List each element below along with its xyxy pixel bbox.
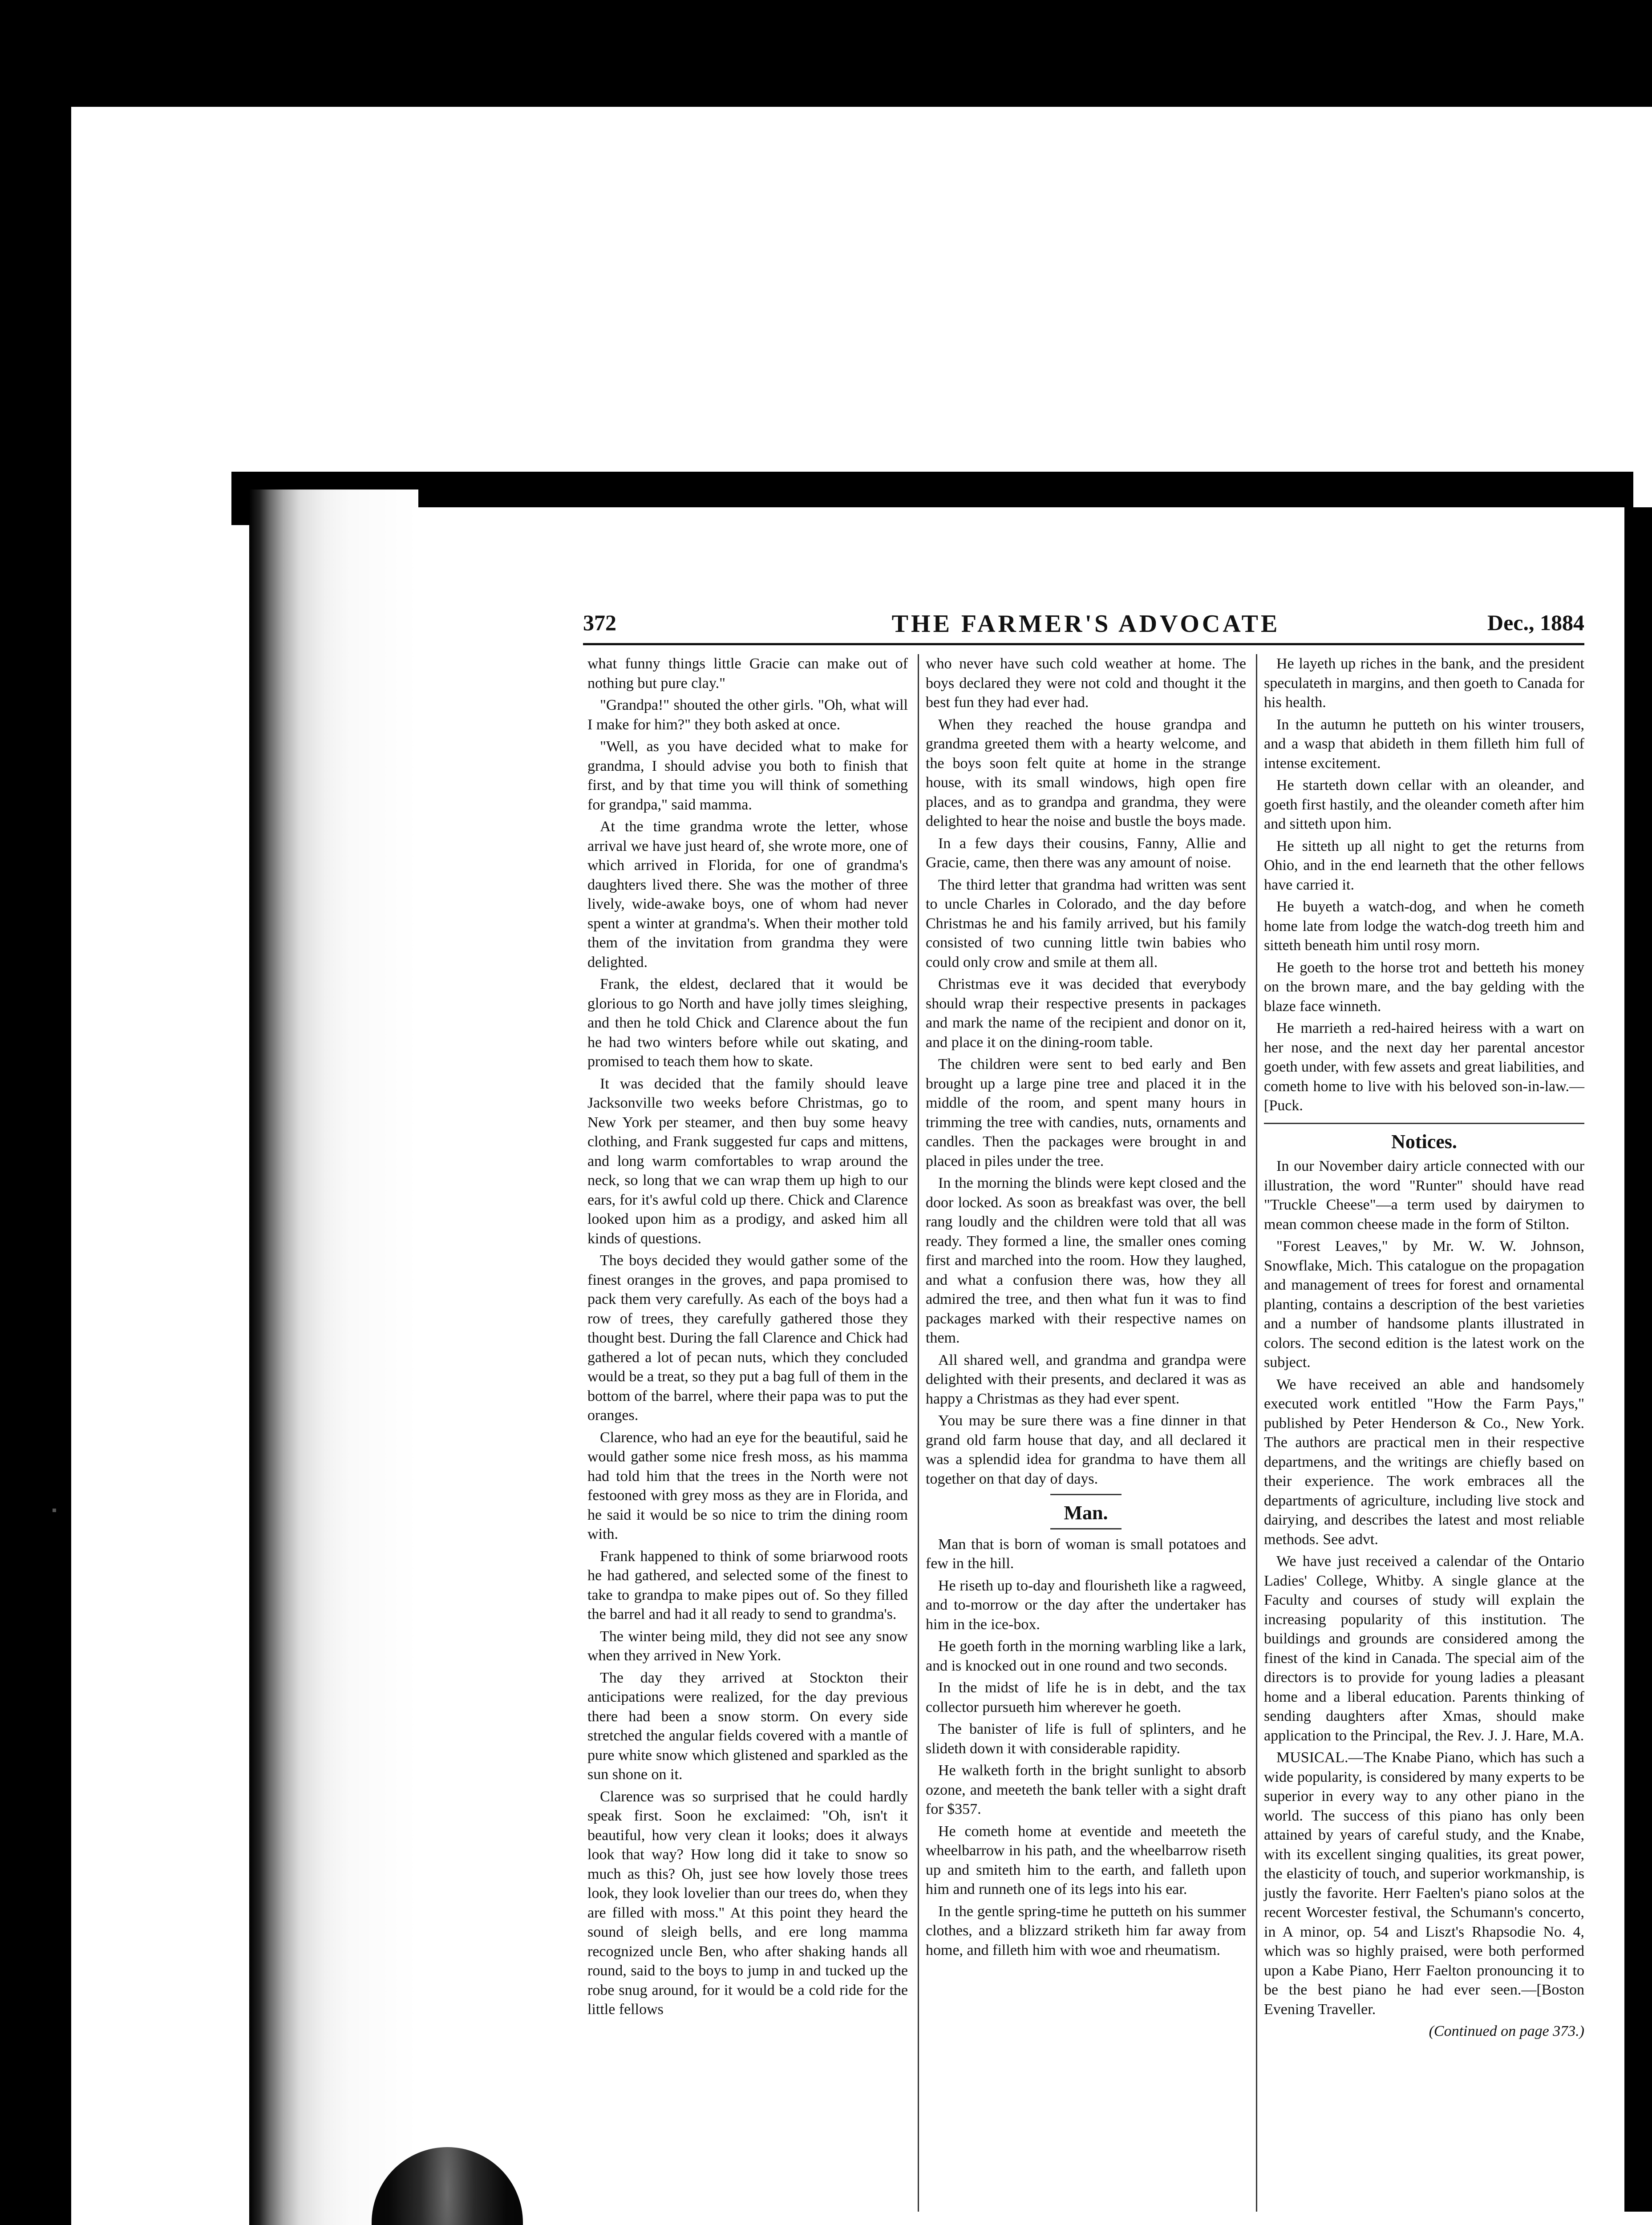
book-right-edge [1624,507,1652,2212]
column-2 [926,654,1246,1962]
paragraph: MUSICAL.—The Knabe Piano, which has such a wide popularity, is considered by many experts to be superior in every way to any other piano in the world. The success of this piano has only been attained by years of careful study, and the Knabe, with its excellent singing qualities, its great power, the elasticity of touch, and superior workmanship, is justly the favorite. Herr Faelten's piano solos at the recent Worcester festival, the Schumann's concerto, in A minor, op. 54 and Liszt's Rhapsodie No. 4, which was so highly praised, were both performed upon a Kabe Piano, Herr Faelton pronouncing it to be the best piano he had ever seen.—[Boston Evening Traveller. [1264,1749,1584,2018]
paragraph: We have just received a calendar of the Ontario Ladies' College, Whitby. A single glance at the Faculty and courses of study will explain the increasing popularity of this institution. The buildings and grounds are considered among the finest of the kind in Canada. The special aim of the directors is to provide for young ladies a pleasant home and a liberal education. Parents thinking of sending daughters after Xmas, should make application to the Principal, the Rev. J. J. Hare, M.A. [1264,1553,1584,1744]
paragraph: In a few days their cousins, Fanny, Allie and Gracie, came, then there was any amount of noise. [926,835,1246,871]
paragraph: Man that is born of woman is small potatoes and few in the hill. [926,1536,1246,1572]
man-heading: Man. [1064,1502,1108,1524]
paragraph: It was decided that the family should leave Jacksonville two weeks before Christmas, go to New York per steamer, and then buy some heavy clothing, and Frank suggested fur caps and mittens, and long warm comfortables to wrap around the neck, so long that we can wrap them up high to our ears, for it's awful cold up there. Chick and Clarence looked upon him as a prodigy, and asked him all kinds of questions. [587,1075,908,1247]
column-divider [1256,654,1257,2212]
newspaper-page [418,507,1624,2225]
masthead: THE FARMER'S ADVOCATE [891,610,1280,638]
paragraph: At the time grandma wrote the letter, whose arrival we have just heard of, she wrote more, one of which arrived in Florida, for one of grandma's daughters lived there. She was the mother of three lively, wide-awake boys, one of whom had never spent a winter at grandma's. When their mother told them of the invitation from grandma they were delighted. [587,818,908,971]
notices-heading: Notices. [1391,1130,1457,1153]
paragraph: In the morning the blinds were kept closed and the door locked. As soon as breakfast was over, the bell rang loudly and the children were told that all was ready. They formed a line, the smaller ones coming first and marched into the room. How they laughed, and what a confusion there was, how they all admired the tree, and then what fun it was to find packages marked with their respective names on them. [926,1175,1246,1346]
section-rule [1264,1123,1584,1124]
paragraph: He cometh home at eventide and meeteth the wheelbarrow in his path, and the wheelbarrow riseth up and smiteth him to the earth, and falleth upon him and runneth one of its legs into his ear. [926,1823,1246,1897]
header-rule [583,643,1584,645]
paragraph: In the gentle spring-time he putteth on his summer clothes, and a blizzard striketh him far away from home, and filleth him with woe and rheumatism. [926,1903,1246,1958]
paragraph: He walketh forth in the bright sunlight to absorb ozone, and meeteth the bank teller with a sight draft for $357. [926,1762,1246,1817]
paragraph: The boys decided they would gather some of the finest oranges in the groves, and papa promised to pack them very carefully. As each of the boys had a row of trees, they carefully gathered those they thought best. During the fall Clarence and Chick had gathered a lot of pecan nuts, which they concluded would be a treat, so they put a bag full of them in the bottom of the barrel, where their papa was to put the oranges. [587,1252,908,1424]
paragraph: We have received an able and handsomely executed work entitled "How the Farm Pays," published by Peter Henderson & Co., New York. The authors are practical men in their respective departmens, and the writings are chiefly based on their experience. The work embraces all the departments of agriculture, including live stock and dairying, and describes the latest and most reliable methods. See advt. [1264,1376,1584,1548]
paragraph: "Forest Leaves," by Mr. W. W. Johnson, Snowflake, Mich. This catalogue on the propagation and management of trees for forest and ornamental planting, contains a description of the best varieties and a number of handsome plants illustrated in colors. The second edition is the latest work on the subject. [1264,1238,1584,1371]
paragraph: Frank, the eldest, declared that it would be glorious to go North and have jolly times sleighing, and then he told Chick and Clarence about the fun he had two winters before while out skating, and promised to teach them how to skate. [587,976,908,1070]
paragraph: "Grandpa!" shouted the other girls. "Oh, what will I make for him?" they both asked at once. [587,697,908,733]
column-divider [918,654,919,2212]
paragraph: who never have such cold weather at home. The boys declared they were not cold and thought it the best fun they had ever had. [926,655,1246,711]
paragraph: In our November dairy article connected with our illustration, the word "Runter" should have read "Truckle Cheese"—a term used by dairymen to mean common cheese made in the form of Stilton. [1264,1158,1584,1233]
paragraph: He riseth up to-day and flourisheth like a ragweed, and to-morrow or the day after the undertaker has him in the ice-box. [926,1577,1246,1633]
paragraph: He layeth up riches in the bank, and the president speculateth in margins, and then goeth to Canada for his health. [1264,655,1584,711]
paragraph: Frank happened to think of some briarwood roots he had gathered, and selected some of the finest to take to grandpa to make pipes out of. So they filled the barrel and had it all ready to send to grandma's. [587,1548,908,1622]
paragraph: You may be sure there was a fine dinner in that grand old farm house that day, and all declared it was a splendid idea for grandma to have them all together on that day of days. [926,1412,1246,1487]
paragraph: All shared well, and grandma and grandpa were delighted with their presents, and declared it was as happy a Christmas as they had ever spent. [926,1351,1246,1407]
page-number: 372 [583,610,616,635]
column-1 [587,654,908,2022]
paragraph: The day they arrived at Stockton their anticipations were realized, for the day previous there had been a snow storm. On every side stretched the angular fields covered with a mantle of pure white snow which glistened and sparkled as the sun shone on it. [587,1669,908,1783]
paragraph: He goeth forth in the morning warbling like a lark, and is knocked out in one round and two seconds. [926,1638,1246,1674]
paragraph: He goeth to the horse trot and betteth his money on the brown mare, and the bay gelding with the blaze face winneth. [1264,959,1584,1015]
page-header [583,610,1584,641]
paragraph: He starteth down cellar with an oleander, and goeth first hastily, and the oleander cometh after him and sitteth upon him. [1264,777,1584,832]
paragraph: In the midst of life he is in debt, and the tax collector pursueth him wherever he goeth. [926,1679,1246,1715]
paragraph: He marrieth a red-haired heiress with a wart on her nose, and the next day her parental ancestor goeth under, with few assets and great liabilities, and cometh home to live with his beloved son-in-law.—[Puck. [1264,1020,1584,1114]
paragraph: He sitteth up all night to get the returns from Ohio, and in the end learneth that the other fellows have carried it. [1264,837,1584,893]
paragraph: The winter being mild, they did not see any snow when they arrived in New York. [587,1628,908,1664]
paragraph: "Well, as you have decided what to make for grandma, I should advise you both to finish that first, and by that time you will think of something for grandpa," said mamma. [587,738,908,813]
paragraph: Clarence, who had an eye for the beautiful, said he would gather some nice fresh moss, as his mamma had told him that the trees in the North were not festooned with grey moss as they are in Florida, and he said it would be so nice to trim the dining room with. [587,1429,908,1542]
paragraph: The third letter that grandma had written was sent to uncle Charles in Colorado, and the day before Christmas he and his family arrived, but his family consisted of two cunning little twin babies who could only crow and smile at them all. [926,876,1246,971]
paragraph: Clarence was so surprised that he could hardly speak first. Soon he exclaimed: "Oh, isn't it beautiful, how very clean it looks; does it always look that way? How long did it take to snow so much as this? Oh, just see how lovely those trees look, they look lovelier than our trees do, when they are filled with moss." At this point they heard the sound of sleigh bells, and ere long mamma recognized uncle Ben, who after shaking hands all round, said to the boys to jump in and tucked up the robe snug around, for it would be a cold ride for the little fellows [587,1788,908,2018]
dust-speck [53,1509,56,1512]
paragraph: The children were sent to bed early and Ben brought up a large pine tree and placed it in the middle of the room, and spent many hours in trimming the tree with candies, nuts, ornaments and candles. Then the packages were brought in and placed in piles under the tree. [926,1056,1246,1169]
book-page-edges [249,490,418,2225]
paragraph: In the autumn he putteth on his winter trousers, and a wasp that abideth in them filleth him full of intense excitement. [1264,716,1584,772]
issue-date: Dec., 1884 [1487,610,1584,635]
paragraph: what funny things little Gracie can make out of nothing but pure clay." [587,655,908,692]
paragraph: He buyeth a watch-dog, and when he cometh home late from lodge the watch-dog treeth him and sitteth beneath him until rosy morn. [1264,898,1584,954]
column-3 [1264,654,1584,2044]
paragraph: The banister of life is full of splinters, and he slideth down it with considerable rapidity. [926,1721,1246,1757]
continued-note: (Continued on page 373.) [1429,2023,1584,2039]
paragraph: Christmas eve it was decided that everybody should wrap their respective presents in packages and mark the name of the recipient and donor on it, and place it on the dining-room table. [926,976,1246,1051]
section-rule [1050,1494,1122,1495]
section-rule [1050,1528,1122,1529]
paragraph: When they reached the house grandpa and grandma greeted them with a hearty welcome, and the boys soon felt quite at home in the strange house, with its small windows, high open fire places, and as to grandpa and grandma, they were delighted to hear the noise and bustle the boys made. [926,716,1246,829]
